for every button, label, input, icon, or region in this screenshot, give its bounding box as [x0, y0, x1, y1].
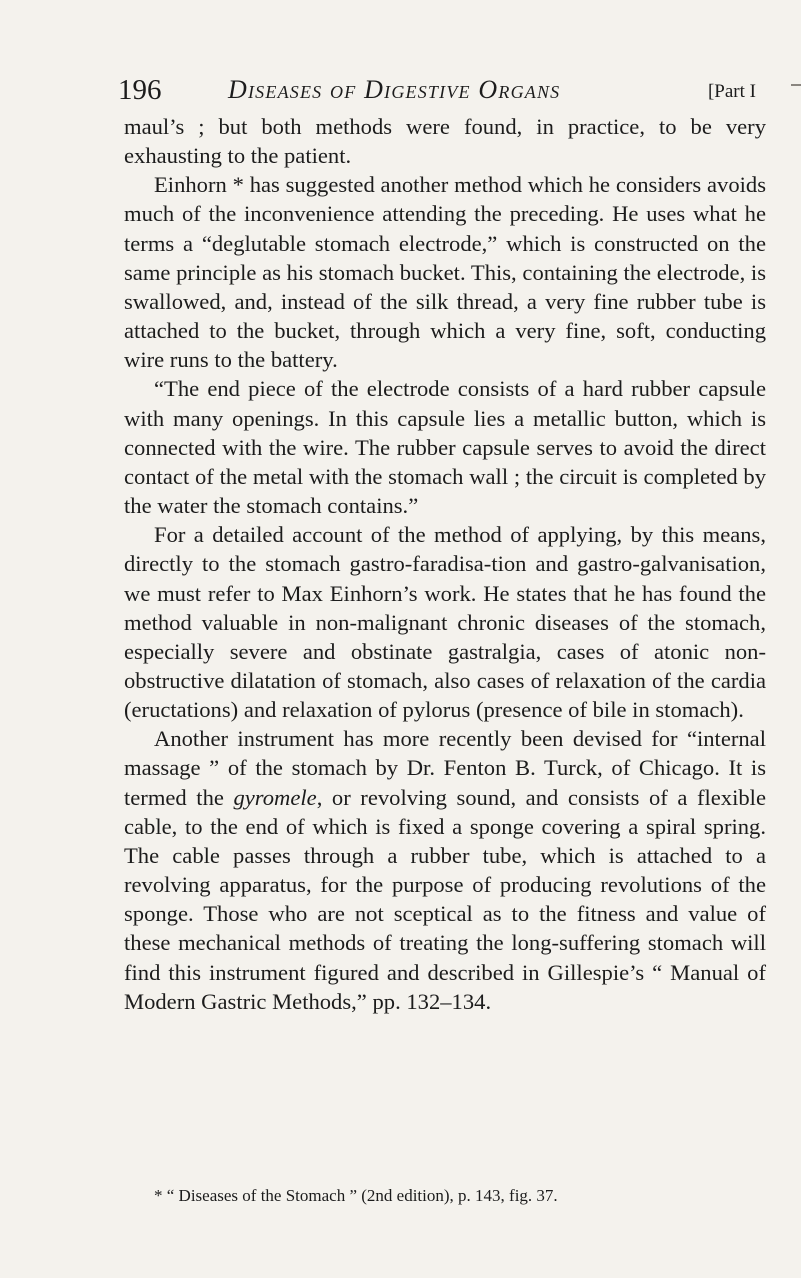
gyromele-term: gyromele — [233, 784, 317, 810]
footnote: * “ Diseases of the Stomach ” (2nd edition), p. 143, fig. 37. — [154, 1186, 558, 1205]
page-edge-mark — [791, 84, 801, 86]
gyromele-text-after: , or revolving sound, and consists of a flexible cable, to the end of which is fixed a sponge covering a spiral spring. The cable passes through a rubber tube, which is attached to a revolving apparatus, for the purpose of producing revolutions of the sponge. Those who are not sceptical as to the fitness and value of these mechanical methods of treating the long-suffering stomach will find this instrument figured and described in Gillespie’s “ Manual of Modern Gastric Methods,” pp. 132–134. — [124, 784, 766, 1014]
gyromele-text-before: Another instrument has more recently been devised for “internal massage ” of the stomach by Dr. Fenton B. Turck, of Chicago. It is termed the — [124, 726, 766, 810]
body-text — [124, 112, 766, 1016]
page-header — [118, 70, 778, 110]
part-label: [Part I — [707, 81, 756, 102]
paragraph-detailed-account: For a detailed account of the method of applying, by this means, directly to the stomach gastro-faradisa-tion and gastro-galvanisation, we must refer to Max Einhorn’s work. He states that he has found the method valuable in non-malignant chronic diseases of the stomach, especially severe and obstinate gastralgia, cases of atonic non-obstructive dilatation of stomach, also cases of relaxation of the cardia (eructations) and relaxation of pylorus (presence of bile in stomach). — [124, 522, 766, 723]
paragraph-continuation: maul’s ; but both methods were found, in practice, to be very exhausting to the patient. — [124, 114, 766, 169]
running-title: Diseases of Digestive Organs — [228, 75, 561, 104]
paragraph-gyromele — [124, 724, 766, 1016]
paragraph-einhorn: Einhorn * has suggested another method which he considers avoids much of the inconvenience attending the preceding. He uses what he terms a “deglutable stomach electrode,” which is constructed on the same principle as his stomach bucket. This, containing the electrode, is swallowed, and, instead of the silk thread, a very fine rubber tube is attached to the bucket, through which a very fine, soft, conducting wire runs to the battery. — [124, 172, 766, 373]
page-number: 196 — [118, 74, 162, 106]
paragraph-quotation: “The end piece of the electrode consists of a hard rubber capsule with many openings. In this capsule lies a metallic button, which is connected with the wire. The rubber capsule serves to avoid the direct contact of the metal with the stomach wall ; the circuit is completed by the water the stomach contains.” — [124, 376, 766, 519]
